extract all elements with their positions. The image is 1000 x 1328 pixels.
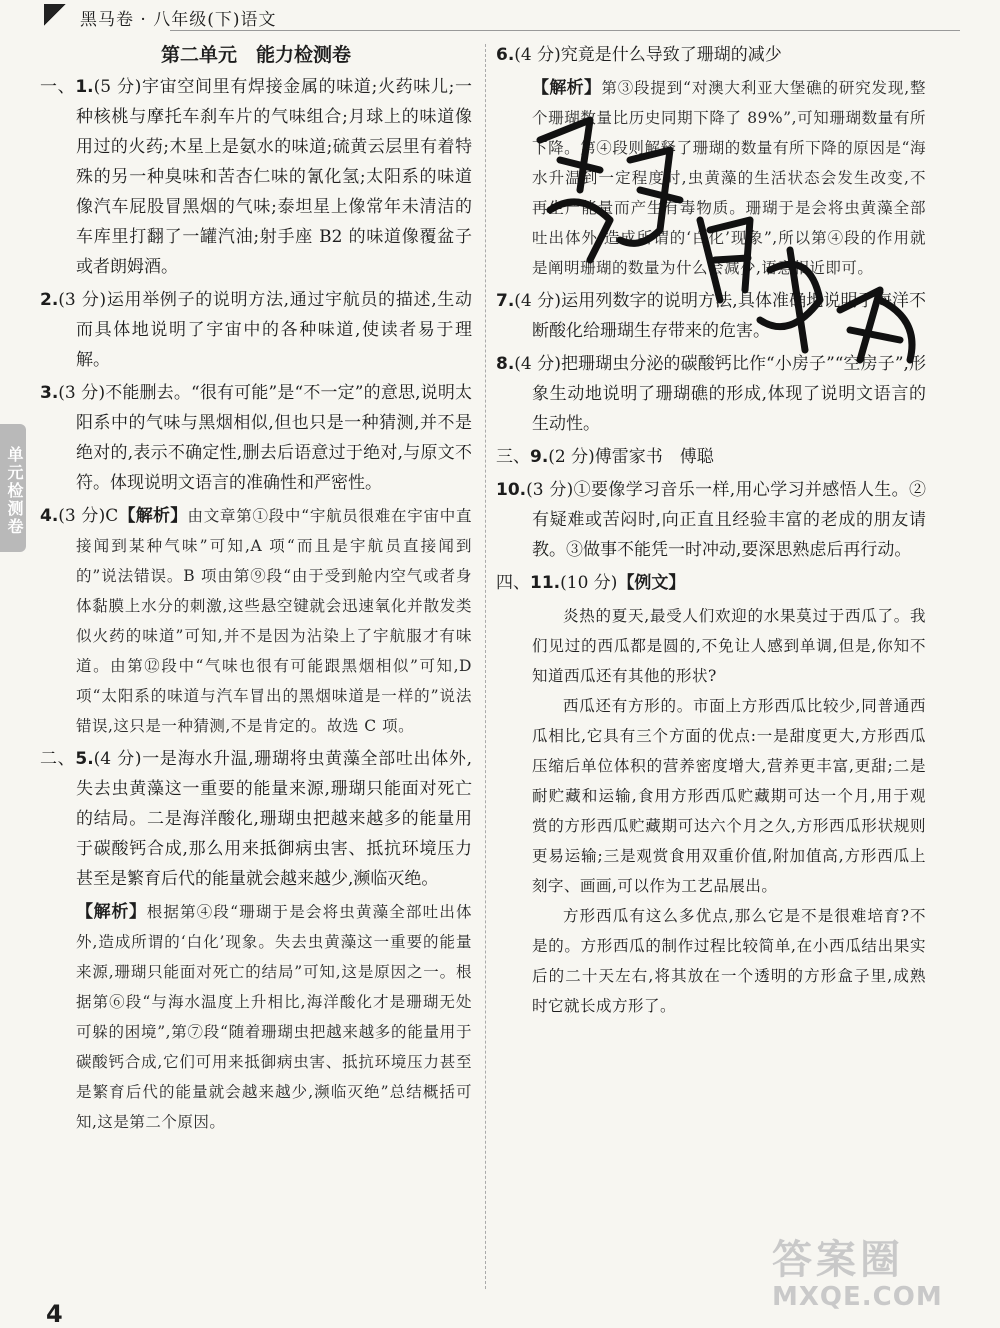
side-tab: 单元检测卷 [0, 424, 26, 552]
unit-title: 第二单元 能力检测卷 [160, 44, 351, 66]
question-8: 8.(4 分)把珊瑚虫分泌的碳酸钙比作“小房子”“空房子”,形象生动地说明了珊瑚礁的形成,体现了说明文语言的生动性。 [496, 354, 926, 434]
sample-essay [496, 601, 926, 1021]
question-6-analysis: 【解析】第③段提到“对澳大利亚大堡礁的研究发现,整个珊瑚数量比历史同期下降了 89%”,可知珊瑚数量有所下降。第④段则解释了珊瑚的数量有所下降的原因是“海水升温到一定程度时,虫黄藻的生活状态会发生改变,不再生产能量而产生有毒物质。珊瑚于是会将虫黄藻全部吐出体外,造成所谓的‘白化’现象”,所以第④段的作用就是阐明珊瑚的数量为什么会减少,语意相近即可。 [532, 78, 926, 277]
column-divider [485, 44, 486, 1289]
essay-paragraph: 炎热的夏天,最受人们欢迎的水果莫过于西瓜了。我们见过的西瓜都是圆的,不免让人感到单调,但是,你知不知道西瓜还有其他的形状? [532, 607, 926, 685]
question-1: 一、1.(5 分)宇宙空间里有焊接金属的味道;火药味儿;一种核桃与摩托车刹车片的气味组合;月球上的味道像用过的火药;木星上是氨水的味道;硫黄云层里有着特殊的另一种臭味和苦杏仁味的氰化氢;太阳系的味道像汽车屁股冒黑烟的气味;泰坦星上像常年未清洁的车库里打翻了一罐汽油;射手座 B2 的味道像覆盆子或者朗姆酒。 [40, 77, 472, 277]
corner-mark-icon [44, 4, 68, 28]
question-4: 4.(3 分)C【解析】由文章第①段中“宇航员很难在宇宙中直接闻到某种气味”可知,A 项“而且是宇航员直接闻到的”说法错误。B 项由第⑨段“由于受到舱内空气或者身体黏膜上水分的刺激,这些悬空键就会迅速氧化并散发类似火药的味道”可知,并不是因为沾染上了宇航服才有味道。由第⑫段中“气味也很有可能跟黑烟相似”可知,D 项“太阳系的味道与汽车冒出的黑烟味道是一样的”说法错误,这只是一种猜测,不是肯定的。故选 C 项。 [40, 506, 472, 735]
page-number: 4 [46, 1300, 63, 1328]
site-watermark: 答案圈 MXQE.COM [772, 1237, 943, 1312]
header-rule [170, 30, 960, 31]
question-2: 2.(3 分)运用举例子的说明方法,通过宇航员的描述,生动而具体地说明了宇宙中的各种味道,使读者易于理解。 [40, 290, 472, 370]
question-9: 三、9.(2 分)傅雷家书 傅聪 [496, 447, 714, 467]
right-column [496, 40, 926, 1021]
question-3: 3.(3 分)不能删去。“很有可能”是“不一定”的意思,说明太阳系中的气味与黑烟相似,但也只是一种猜测,并不是绝对的,表示不确定性,删去后语意过于绝对,与原文不符。体现说明文语言的准确性和严密性。 [40, 383, 472, 493]
page-header [0, 0, 1000, 32]
left-column [40, 40, 472, 1140]
question-7: 7.(4 分)运用列数字的说明方法,具体准确地说明了海洋不断酸化给珊瑚生存带来的危害。 [496, 291, 926, 341]
question-6: 6.(4 分)究竟是什么导致了珊瑚的减少 [496, 45, 782, 65]
question-11: 四、11.(10 分)【例文】 [496, 573, 686, 593]
question-5: 二、5.(4 分)一是海水升温,珊瑚将虫黄藻全部吐出体外,失去虫黄藻这一重要的能量来源,珊瑚只能面对死亡的结局。二是海洋酸化,珊瑚虫把越来越多的能量用于碳酸钙合成,那么用来抵御病虫害、抵抗环境压力甚至是繁育后代的能量就会越来越少,濒临灭绝。 [40, 749, 473, 889]
question-5-analysis: 【解析】根据第④段“珊瑚于是会将虫黄藻全部吐出体外,造成所谓的‘白化’现象。失去虫黄藻这一重要的能量来源,珊瑚只能面对死亡的结局”可知,这是原因之一。根据第⑥段“与海水温度上升相比,海洋酸化才是珊瑚无处可躲的困境”,第⑦段“随着珊瑚虫把越来越多的能量用于碳酸钙合成,它们可用来抵御病虫害、抵抗环境压力甚至是繁育后代的能量就会越来越少,濒临灭绝”总结概括可知,这是第二个原因。 [76, 902, 473, 1131]
question-10: 10.(3 分)①要像学习音乐一样,用心学习并感悟人生。②有疑难或苦闷时,向正直且经验丰富的老成的朋友请教。③做事不能凭一时冲动,要深思熟虑后再行动。 [496, 480, 926, 560]
essay-paragraph: 方形西瓜有这么多优点,那么它是不是很难培育?不是的。方形西瓜的制作过程比较简单,在小西瓜结出果实后的二十天左右,将其放在一个透明的方形盒子里,成熟时它就长成方形了。 [532, 907, 926, 1015]
header-title: 黑马卷 · 八年级(下)语文 [80, 10, 277, 30]
essay-paragraph: 西瓜还有方形的。市面上方形西瓜比较少,同普通西瓜相比,它具有三个方面的优点:一是甜度更大,方形西瓜压缩后单位体积的营养密度增大,营养更丰富,更甜;二是耐贮藏和运输,食用方形西瓜贮藏期可达一个月,用于观赏的方形西瓜贮藏期可达六个月之久,方形西瓜形状规则更易运输;三是观赏食用双重价值,附加值高,方形西瓜上刻字、画画,可以作为工艺品展出。 [532, 697, 926, 895]
